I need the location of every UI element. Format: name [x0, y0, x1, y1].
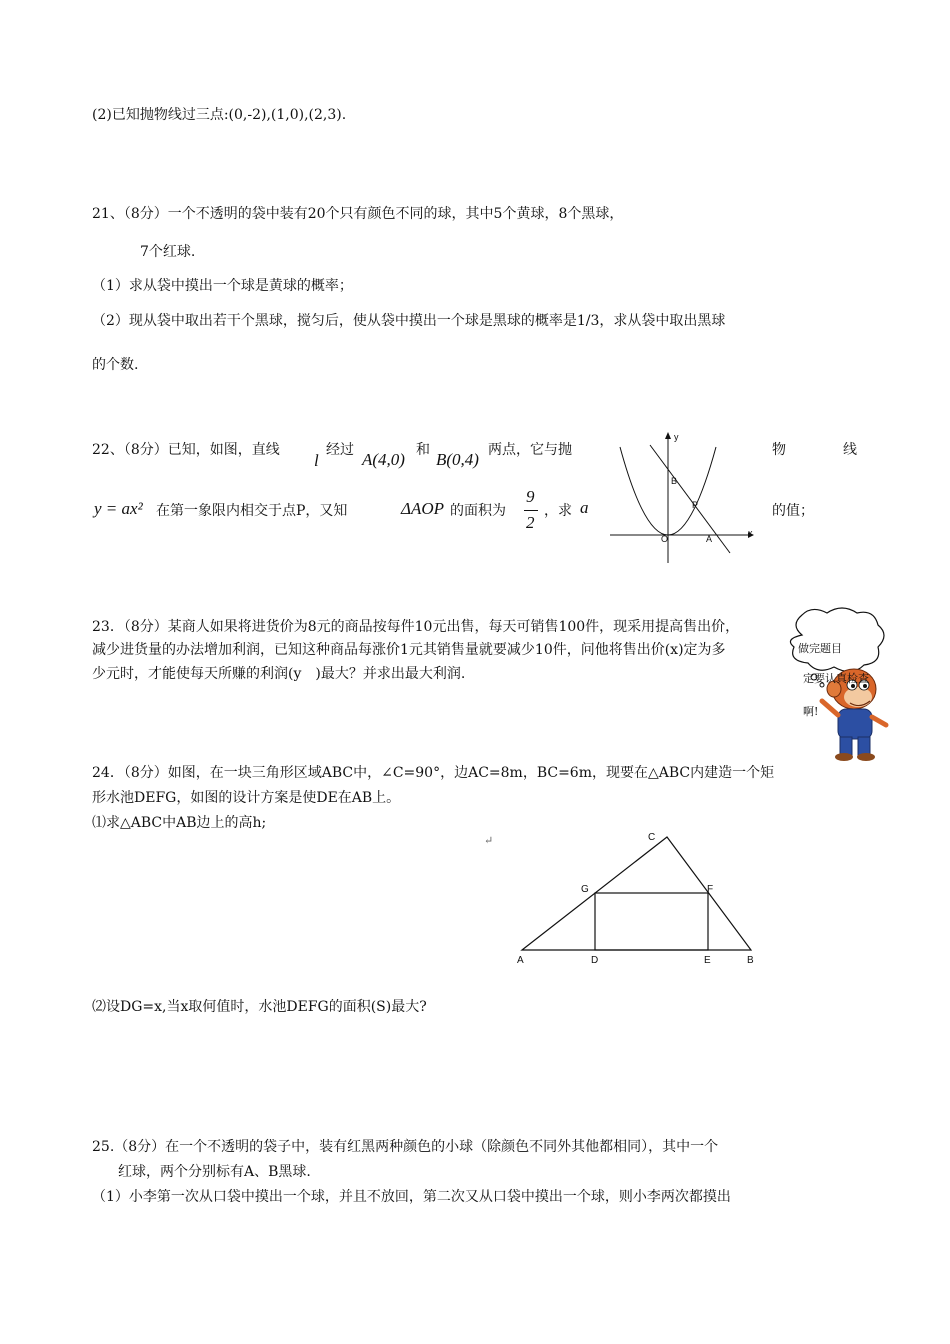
q24-line1: 24．（8分）如图，在一块三角形区域ABC中，∠C=90°，边AC=8m，BC=6m，现要在△ABC内建造一个矩: [92, 765, 775, 781]
q25-part1: （1）小李第一次从口袋中摸出一个球，并且不放回，第二次又从口袋中摸出一个球，则小李两次都摸出: [92, 1189, 731, 1205]
fig-f-label: F: [707, 884, 714, 895]
q22-point-b: B(0,4): [436, 450, 479, 469]
q20-part2: (2)已知抛物线过三点:(0,-2),(1,0),(2,3).: [92, 107, 347, 123]
q22-qiu: ，求: [544, 503, 572, 519]
q22-point-a: A(4,0): [362, 450, 405, 469]
q22-line-l: l: [314, 451, 319, 470]
q21-line1: 21、（8分）一个不透明的袋中装有20个只有颜色不同的球，其中5个黄球，8个黑球，: [92, 206, 624, 222]
graph-x-label: x: [748, 528, 753, 538]
fig-c-label: C: [648, 832, 656, 843]
q22-frac-num: 9: [526, 487, 535, 506]
y-axis-arrow-icon: [665, 432, 671, 439]
q25-line1: 25.（8分）在一个不透明的袋子中，装有红黑两种颜色的小球（除颜色不同外其他都相同），其中一个: [92, 1139, 719, 1155]
graph-b-label: B: [671, 476, 678, 486]
q22-mid: 在第一象限内相交于点P，又知: [156, 503, 348, 519]
bubble-text-3: 啊!: [803, 705, 819, 718]
q22-frac-bar: [524, 510, 538, 511]
q22-graph: [600, 425, 760, 570]
q22-frac-den: 2: [526, 513, 535, 532]
q22-triangle: ΔAOP: [401, 499, 445, 518]
graph-a-label: A: [706, 534, 713, 544]
q21-part2b: 的个数.: [92, 357, 139, 373]
q21-part1: （1）求从袋中摸出一个球是黄球的概率；: [92, 278, 353, 294]
q22-wu: 物: [772, 442, 786, 458]
graph-p-label: P: [692, 500, 699, 510]
bubble-text-1: 做完题目: [798, 642, 842, 655]
q22-jingguo: 经过: [326, 442, 354, 458]
q22-xian: 线: [843, 442, 857, 458]
q22-a: a: [580, 498, 589, 517]
q24-part2: ⑵设DG=x,当x取何值时，水池DEFG的面积(S)最大?: [92, 999, 427, 1015]
fig-d-label: D: [591, 955, 599, 966]
q23-line2: 减少进货量的办法增加利润，已知这种商品每涨价1元其销售量就要减少10件，问他将售出价(x)定为多: [92, 642, 726, 658]
fig-e-label: E: [704, 955, 711, 966]
q23-line1: 23．（8分）某商人如果将进货价为8元的商品按每件10元出售，每天可销售100件，现采用提高售出价，: [92, 619, 740, 635]
q24-figure: [515, 830, 765, 965]
q21-line2: 7个红球.: [140, 244, 196, 260]
q23-line3: 少元时，才能使每天所赚的利润(y )最大？并求出最大利润.: [92, 666, 466, 682]
q22-area: 的面积为: [450, 503, 506, 519]
fig-g-label: G: [581, 884, 589, 895]
fig-b-label: B: [747, 955, 754, 966]
graph-origin-label: O: [661, 534, 669, 544]
bubble-text-2: 定要认真检查: [803, 672, 869, 685]
q25-line2: 红球，两个分别标有A、B黑球.: [118, 1164, 311, 1180]
q22-equation: y = ax²: [94, 499, 143, 518]
rectangle-defg: [595, 893, 708, 950]
q22-end: 的值；: [772, 503, 814, 519]
paragraph-mark: ↵: [484, 834, 494, 847]
q22-prefix: 22、（8分）已知，如图，直线: [92, 442, 280, 458]
graph-y-label: y: [674, 432, 679, 442]
q21-part2a: （2）现从袋中取出若干个黑球，搅匀后，使从袋中摸出一个球是黑球的概率是1/3，求从袋中取出黑球: [92, 313, 726, 329]
q24-line2: 形水池DEFG，如图的设计方案是使DE在AB上。: [92, 790, 401, 806]
fig-a-label: A: [517, 955, 524, 966]
q24-part1: ⑴求△ABC中AB边上的高h;: [92, 815, 267, 831]
q22-liangdian: 两点，它与抛: [488, 442, 572, 458]
q22-he: 和: [416, 442, 430, 458]
